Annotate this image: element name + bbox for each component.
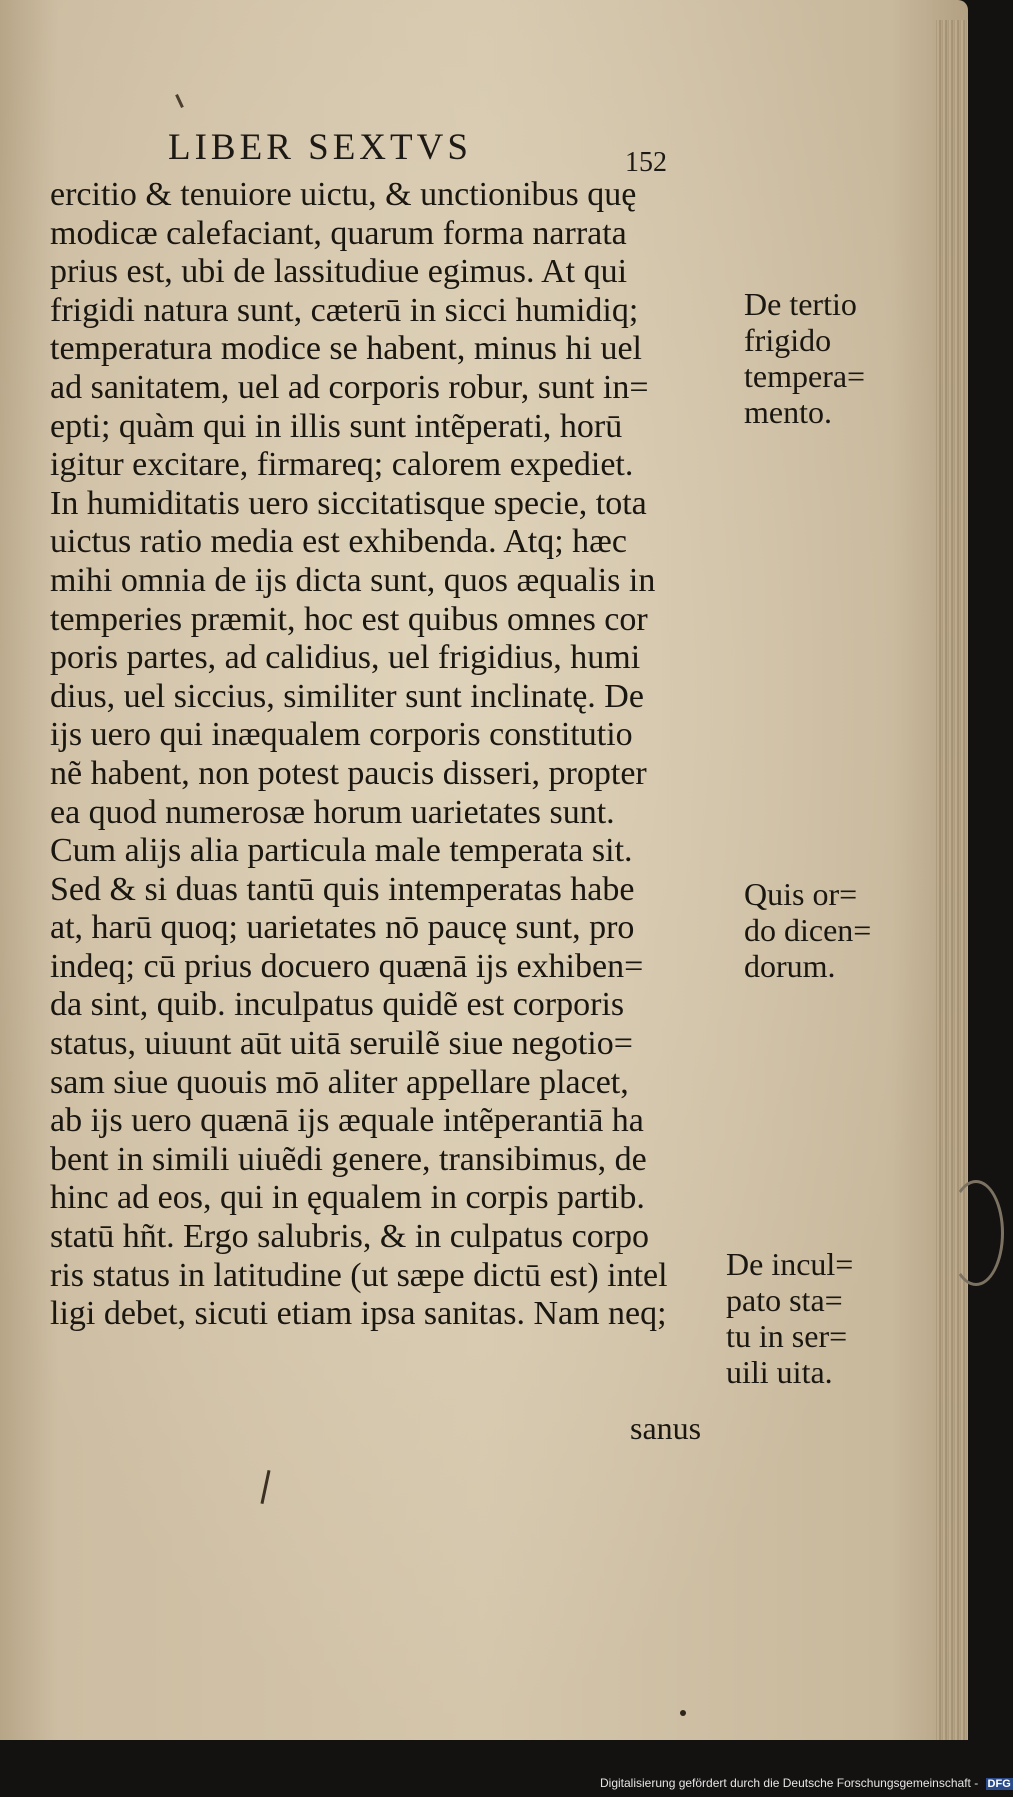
text-line: prius est, ubi de lassitudiue egimus. At qui (50, 253, 628, 291)
text-line: Sed & si duas tantū quis intemperatas habe (50, 870, 635, 908)
text-line: dius, uel siccius, similiter sunt inclinatę. De (50, 677, 644, 715)
page-number: 152 (625, 147, 667, 178)
marginal-note-line: mento. (744, 394, 832, 430)
marginal-note-tertio (744, 286, 865, 430)
marginal-note-line: Quis or= (744, 876, 858, 912)
ink-tick-mark (175, 94, 184, 108)
text-line: ercitio & tenuiore uictu, & unctionibus quę (50, 176, 637, 213)
text-line: poris partes, ad calidius, uel frigidius, humi (50, 639, 641, 677)
text-line: ab ijs uero quænā ijs æquale intẽperantiā ha (50, 1102, 644, 1140)
dfg-logo: DFG (987, 1778, 1011, 1790)
text-line: da sint, quib. inculpatus quidẽ est corporis (50, 986, 625, 1024)
text-line: ijs uero qui inæqualem corporis constitutio (50, 716, 633, 754)
text-line: ad sanitatem, uel ad corporis robur, sunt in= (50, 368, 649, 406)
text-line: hinc ad eos, qui in ęqualem in corpis partib. (50, 1179, 645, 1217)
text-line: sam siue quouis mō aliter appellare placet, (50, 1063, 629, 1101)
text-line: modicæ calefaciant, quarum forma narrata (50, 214, 627, 252)
digitization-credit (600, 1776, 1013, 1790)
text-line: frigidi natura sunt, cæterū in sicci humidiq; (50, 291, 639, 329)
marginal-note-line: tempera= (744, 358, 866, 394)
page-edges (936, 20, 968, 1740)
text-line: ea quod numerosæ horum uarietates sunt. (50, 793, 615, 831)
ink-stroke-mark (260, 1470, 270, 1504)
marginal-note-inculpato (726, 1246, 853, 1390)
marginal-note-line: frigido (744, 322, 832, 358)
text-line: In humiditatis uero siccitatisque specie, tota (50, 484, 647, 522)
text-line: mihi omnia de ijs dicta sunt, quos æqualis in (50, 561, 656, 599)
text-line: igitur excitare, firmareq; calorem expediet. (50, 446, 634, 484)
marginal-note-line: dorum. (744, 948, 836, 984)
running-title: LIBER SEXTVS (168, 127, 472, 168)
marginal-note-line: De tertio (744, 286, 857, 322)
marginal-note-line: tu in ser= (726, 1318, 848, 1354)
text-line: ligi debet, sicuti etiam ipsa sanitas. Nam neq; (50, 1295, 667, 1333)
marginal-note-ordo (744, 876, 871, 984)
text-line: nẽ habent, non potest paucis disseri, propter (50, 754, 647, 792)
text-line: at, harū quoq; uarietates nō paucę sunt, pro (50, 909, 635, 947)
ink-dot-mark (680, 1710, 686, 1716)
marginal-note-line: De incul= (726, 1246, 854, 1282)
text-line: statū hñt. Ergo salubris, & in culpatus corpo (50, 1218, 650, 1256)
book-clasp (948, 1180, 1004, 1286)
marginal-note-line: uili uita. (726, 1354, 833, 1390)
marginal-note-line: pato sta= (726, 1282, 843, 1318)
text-line: indeq; cū prius docuero quænā ijs exhiben= (50, 947, 644, 985)
text-line: ris status in latitudine (ut sæpe dictū est) intel (50, 1256, 668, 1294)
text-line: status, uiuunt aūt uitā seruilẽ siue negotio= (50, 1025, 633, 1063)
marginal-note-line: do dicen= (744, 912, 872, 948)
main-text-block (50, 176, 730, 1334)
text-line: bent in simili uiuẽdi genere, transibimus, de (50, 1140, 647, 1178)
catchword: sanus (630, 1410, 702, 1446)
text-line: uictus ratio media est exhibenda. Atq; hæc (50, 523, 627, 561)
text-line: temperies præmit, hoc est quibus omnes cor (50, 600, 648, 638)
text-line: epti; quàm qui in illis sunt intẽperati, horū (50, 407, 623, 445)
text-line: temperatura modice se habent, minus hi uel (50, 330, 642, 368)
text-line: Cum alijs alia particula male temperata sit. (50, 832, 633, 870)
credit-text: Digitalisierung gefördert durch die Deutsche Forschungsgemeinschaft - (600, 1776, 979, 1790)
